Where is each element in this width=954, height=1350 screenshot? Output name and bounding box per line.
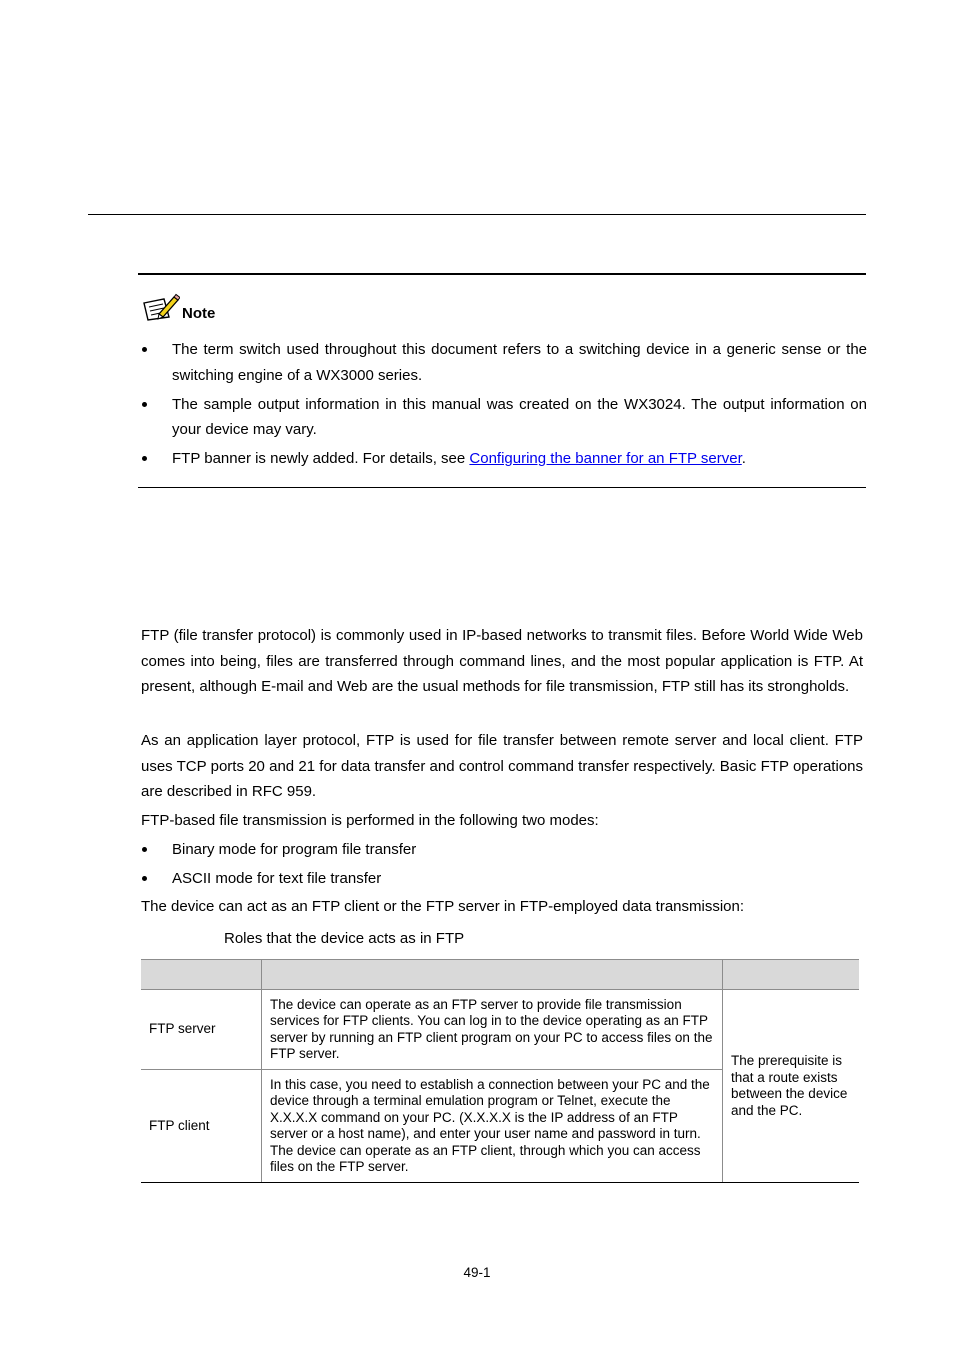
page-number: 49-1 xyxy=(463,1265,491,1280)
header-divider xyxy=(88,214,866,215)
intro-paragraph: FTP (file transfer protocol) is commonly used in IP-based networks to transmit files. Before World Wide Web comes into being, files are transferred through command lines, and the most popular application is FTP. At present, although E-mail and Web are the usual methods for file transmission, FTP still has its strongholds. xyxy=(141,627,863,695)
description-cell: The device can operate as an FTP server to provide file transmission services for FTP clients. You can log in to the device operating as an FTP server by running an FTP client program on your PC to access files on the FTP server. xyxy=(262,990,723,1070)
mode-item-text: Binary mode for program file transfer xyxy=(172,841,417,858)
note-item-suffix: . xyxy=(741,450,746,467)
note-item xyxy=(141,392,867,443)
role-cell: FTP server xyxy=(141,990,262,1070)
note-item-text: The sample output information in this manual was created on the WX3024. The output information on your device may vary. xyxy=(172,395,867,438)
mode-item-text: ASCII mode for text file transfer xyxy=(172,870,382,887)
table-row xyxy=(141,990,859,1070)
table-caption: Roles that the device acts as in FTP xyxy=(224,930,465,947)
table-header-row xyxy=(141,960,859,990)
banner-config-link[interactable]: Configuring the banner for an FTP server xyxy=(469,450,742,467)
table-header-cell xyxy=(141,960,262,990)
table-header-cell xyxy=(723,960,860,990)
description-text: X.X.X.X command on your PC. (X.X.X.X is the IP address of an FTP server or a host name), and enter your user name and password in turn. The device can operate as an FTP client, through which you can access files on the FTP server. xyxy=(270,1109,701,1174)
note-top-rule xyxy=(138,273,866,275)
description-text: In this case, you need to establish a connection between your PC and the device through a terminal emulation program or Telnet, execute the xyxy=(270,1076,710,1108)
roles-intro: The device can act as an FTP client or the FTP server in FTP-employed data transmission: xyxy=(141,898,745,915)
note-item-banner xyxy=(141,446,867,472)
mode-item xyxy=(141,837,867,863)
protocol-paragraph: As an application layer protocol, FTP is used for file transfer between remote server and local client. FTP uses TCP ports 20 and 21 for data transfer and control command transfer respectively. Basic FTP operations are described in RFC 959. xyxy=(141,732,863,800)
note-pencil-icon xyxy=(142,292,180,322)
role-cell: FTP client xyxy=(141,1070,262,1183)
description-cell xyxy=(262,1070,723,1183)
note-bottom-rule xyxy=(138,487,866,488)
table-header-cell xyxy=(262,960,723,990)
note-item xyxy=(141,337,867,388)
roles-table xyxy=(141,959,859,1183)
note-label: Note xyxy=(182,305,216,322)
modes-intro: FTP-based file transmission is performed in the following two modes: xyxy=(141,812,599,829)
note-list xyxy=(141,337,867,475)
note-item-text: FTP banner is newly added. For details, see xyxy=(172,450,470,467)
note-item-text: The term switch used throughout this document refers to a switching device in a generic sense or the switching engine of a WX3000 series. xyxy=(172,341,867,384)
remark-cell: The prerequisite is that a route exists between the device and the PC. xyxy=(723,990,860,1183)
mode-list xyxy=(141,837,867,895)
mode-item xyxy=(141,866,867,892)
